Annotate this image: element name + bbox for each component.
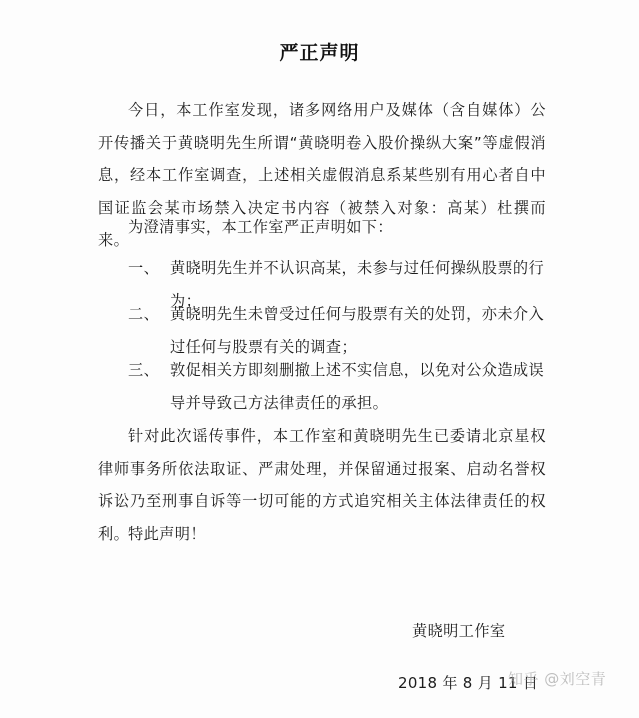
list-item: [128, 354, 548, 419]
list-text: 黄晓明先生未曾受过任何与股票有关的处罚，亦未介入过任何与股票有关的调查；: [170, 305, 545, 356]
paragraph-closing: 特此声明！: [128, 525, 206, 543]
list-text: 敦促相关方即刻删撤上述不实信息，以免对公众造成误导并导致己方法律责任的承担。: [170, 361, 545, 412]
date: 2018 年 8 月 11 日: [398, 674, 539, 692]
paragraph-legal-action: 针对此次谣传事件，本工作室和黄晓明先生已委请北京星权律师事务所依法取证、严肃处理，并保留通过报案、启动名誉权诉讼乃至刑事自诉等一切可能的方式追究相关主体法律责任的权利。: [98, 427, 546, 543]
watermark: 知乎 @刘空青: [508, 670, 607, 688]
document-title: 严正声明: [279, 42, 360, 64]
paragraph-declare: 为澄清事实，本工作室严正声明如下：: [128, 218, 393, 236]
list-text: 黄晓明先生并不认识高某，未参与过任何操纵股票的行为；: [170, 259, 545, 310]
paragraph-intro: 今日，本工作室发现，诸多网络用户及媒体（含自媒体）公开传播关于黄晓明先生所谓“黄晓明卷入股价操纵大案”等虚假消息，经本工作室调查，上述相关虚假消息系某些别有用心者自中国证监会某市场禁入决定书内容（被禁入对象：高某）杜撰而来。: [98, 101, 546, 249]
list-number: 三、: [128, 361, 160, 379]
signature: 黄晓明工作室: [412, 622, 506, 640]
list-number: 一、: [128, 259, 160, 277]
list-number: 二、: [128, 305, 160, 323]
